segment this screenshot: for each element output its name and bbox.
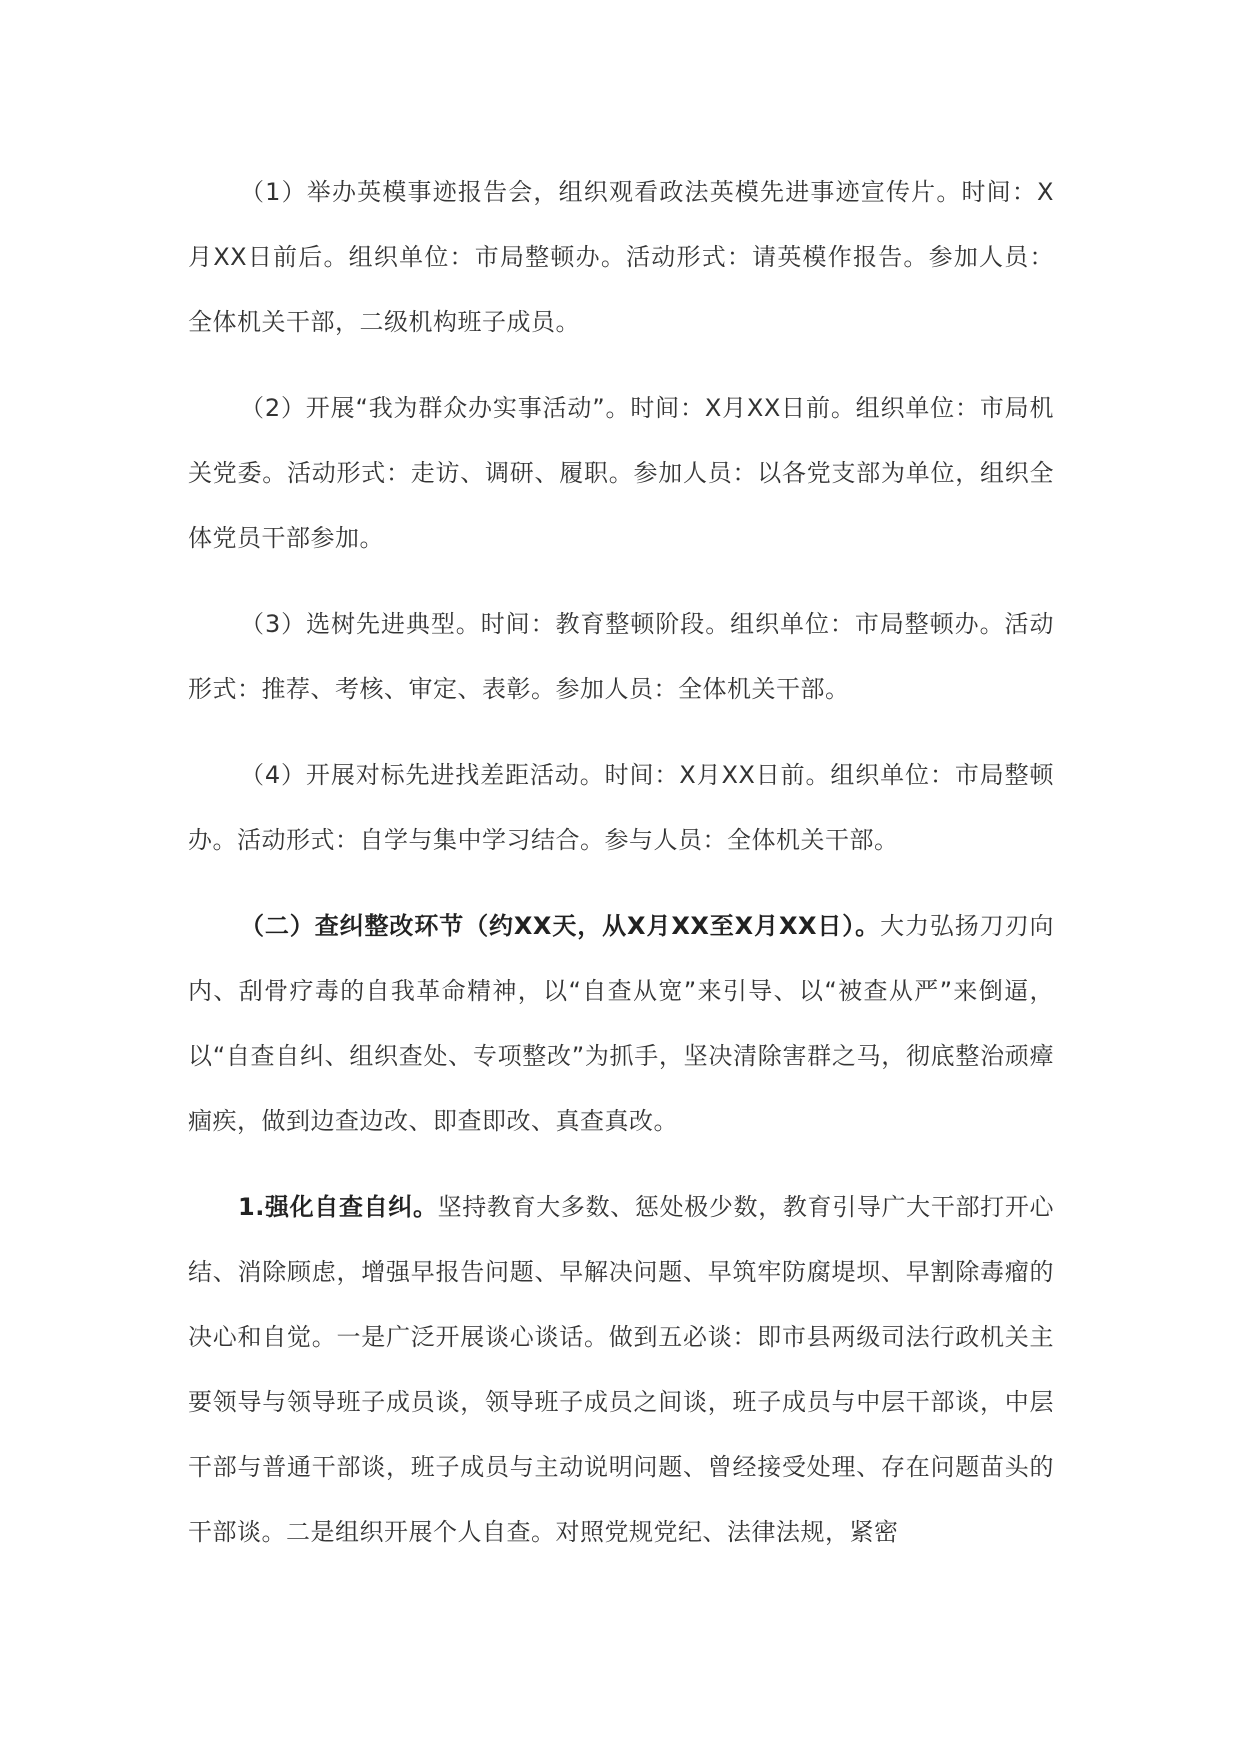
paragraph-activity-3 xyxy=(188,592,1054,722)
section-heading: （二）查纠整改环节（约XX天，从X月XX至X月XX日）。 xyxy=(240,912,881,940)
paragraph-text: （1）举办英模事迹报告会，组织观看政法英模先进事迹宣传片。时间：X月XX日前后。组织单位：市局整顿办。活动形式：请英模作报告。参加人员：全体机关干部，二级机构班子成员。 xyxy=(188,178,1054,336)
paragraph-text: （2）开展“我为群众办实事活动”。时间：X月XX日前。组织单位：市局机关党委。活动形式：走访、调研、履职。参加人员：以各党支部为单位，组织全体党员干部参加。 xyxy=(188,394,1054,552)
section-text: 大力弘扬刀刃向内、刮骨疗毒的自我革命精神，以“自查从宽”来引导、以“被查从严”来倒逼，以“自查自纠、组织查处、专项整改”为抓手，坚决清除害群之马，彻底整治顽瘴痼疾，做到边查边改、即查即改、真查真改。 xyxy=(188,912,1055,1135)
paragraph-activity-4 xyxy=(188,743,1054,873)
paragraph-activity-1 xyxy=(188,160,1054,355)
section-rectification xyxy=(188,894,1054,1154)
subsection-heading: 1.强化自查自纠。 xyxy=(238,1193,438,1221)
paragraph-activity-2 xyxy=(188,376,1054,571)
subsection-self-check xyxy=(188,1175,1054,1565)
paragraph-text: （3）选树先进典型。时间：教育整顿阶段。组织单位：市局整顿办。活动形式：推荐、考核、审定、表彰。参加人员：全体机关干部。 xyxy=(188,610,1054,703)
document-body xyxy=(188,160,1054,1586)
subsection-text: 坚持教育大多数、惩处极少数，教育引导广大干部打开心结、消除顾虑，增强早报告问题、早解决问题、早筑牢防腐堤坝、早割除毒瘤的决心和自觉。一是广泛开展谈心谈话。做到五必谈：即市县两级司法行政机关主要领导与领导班子成员谈，领导班子成员之间谈，班子成员与中层干部谈，中层干部与普通干部谈，班子成员与主动说明问题、曾经接受处理、存在问题苗头的干部谈。二是组织开展个人自查。对照党规党纪、法律法规，紧密 xyxy=(188,1193,1054,1546)
paragraph-text: （4）开展对标先进找差距活动。时间：X月XX日前。组织单位：市局整顿办。活动形式：自学与集中学习结合。参与人员：全体机关干部。 xyxy=(188,761,1054,854)
